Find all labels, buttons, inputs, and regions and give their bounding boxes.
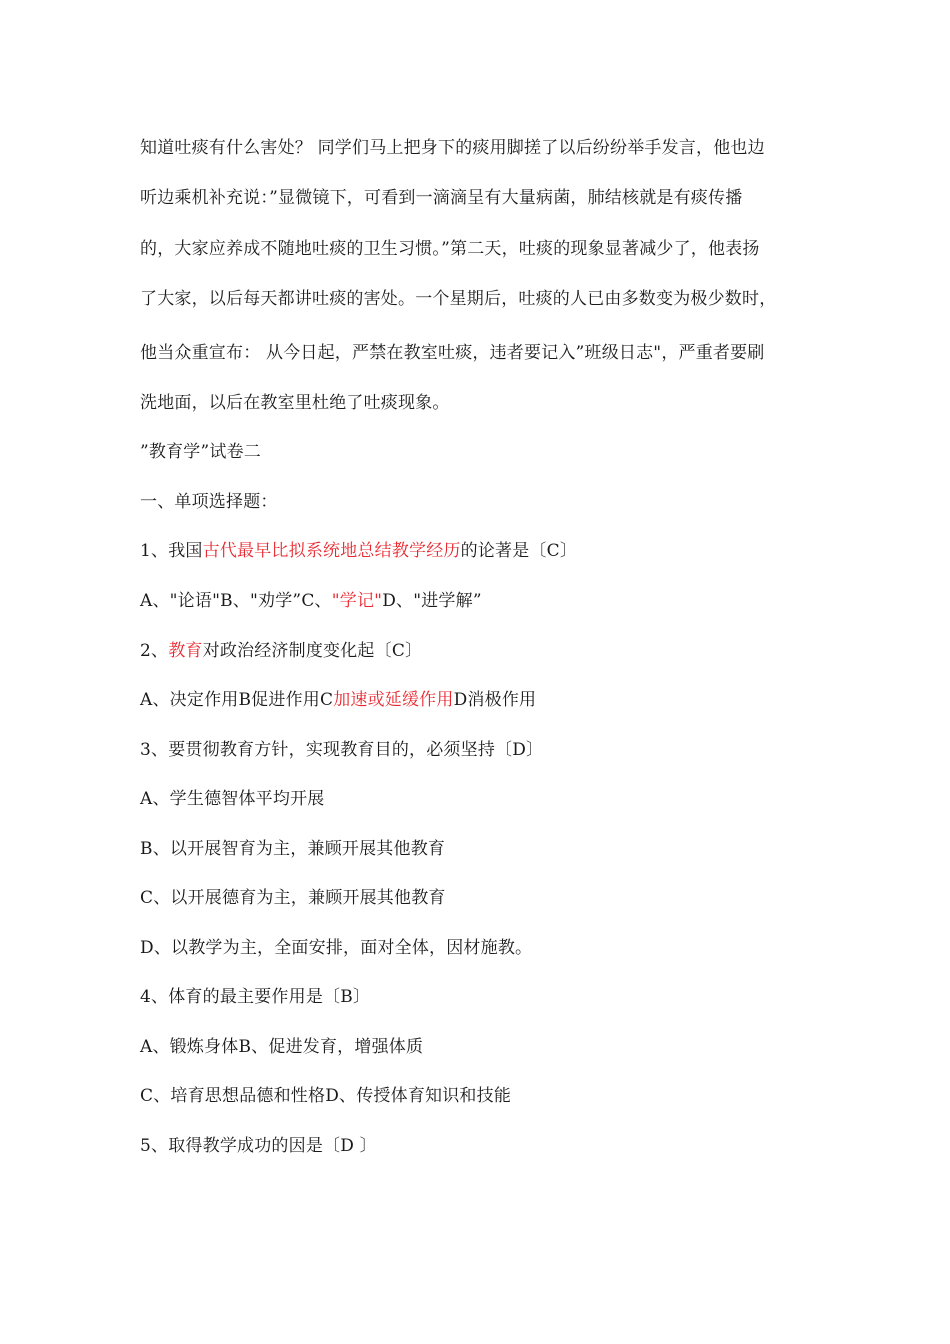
- question-4-option: C、培育思想品德和性格D、传授体育知识和技能: [140, 1086, 512, 1106]
- question-1-prefix: 1、我国: [140, 541, 203, 561]
- question-3-option: B、以开展智育为主，兼顾开展其他教育: [140, 839, 446, 859]
- question-2-options-before: A、决定作用B促进作用C: [140, 690, 334, 710]
- paragraph-line: 知道吐痰有什么害处？ 同学们马上把身下的痰用脚搓了以后纷纷举手发言，他也边: [140, 138, 765, 158]
- question-1-suffix: 的论著是〔C〕: [460, 541, 578, 561]
- paragraph-line: 了大家，以后每天都讲吐痰的害处。一个星期后，吐痰的人已由多数变为极少数时，: [140, 289, 777, 309]
- question-4: 4、体育的最主要作用是〔B〕: [140, 987, 371, 1007]
- question-1: [140, 539, 820, 563]
- question-2-options-highlight: 加速或延缓作用: [333, 690, 454, 710]
- question-1-options: [140, 589, 820, 613]
- paragraph-line: 的，大家应养成不随地吐痰的卫生习惯。”第二天，吐痰的现象显著减少了，他表扬: [140, 239, 760, 259]
- section-title: 一、单项选择题：: [140, 492, 278, 512]
- question-3: 3、要贯彻教育方针，实现教育目的，必须坚持〔D〕: [140, 740, 544, 760]
- question-1-highlight: 古代最早比拟系统地总结教学经历: [202, 541, 461, 561]
- question-3-option: C、以开展德育为主，兼顾开展其他教育: [140, 888, 446, 908]
- paragraph-line: 听边乘机补充说：”显微镜下，可看到一滴滴呈有大量病菌，肺结核就是有痰传播: [140, 188, 743, 208]
- question-2-options: [140, 688, 820, 712]
- question-3-option: A、学生德智体平均开展: [140, 789, 325, 809]
- question-2-suffix: 对政治经济制度变化起〔C〕: [202, 641, 423, 661]
- question-1-options-highlight: "学记": [331, 591, 383, 611]
- question-2-prefix: 2、: [140, 641, 169, 661]
- question-3-option: D、以教学为主，全面安排，面对全体，因材施教。: [140, 938, 533, 958]
- exam-title: ”教育学”试卷二: [140, 442, 261, 462]
- question-5: 5、取得教学成功的因是〔D 〕: [140, 1136, 377, 1156]
- paragraph-line: 洗地面，以后在教室里杜绝了吐痰现象。: [140, 393, 450, 413]
- question-1-options-after: D、"进学解”: [382, 591, 482, 611]
- question-2: [140, 639, 820, 663]
- question-2-highlight: 教育: [168, 641, 203, 661]
- paragraph-line: 他当众重宣布： 从今日起，严禁在教室吐痰，违者要记入”班级日志"，严重者要刷: [140, 343, 765, 363]
- question-1-options-before: A、"论语"B、"劝学”C、: [140, 591, 332, 611]
- question-4-option: A、锻炼身体B、促进发育，增强体质: [140, 1037, 424, 1057]
- question-2-options-after: D消极作用: [453, 690, 537, 710]
